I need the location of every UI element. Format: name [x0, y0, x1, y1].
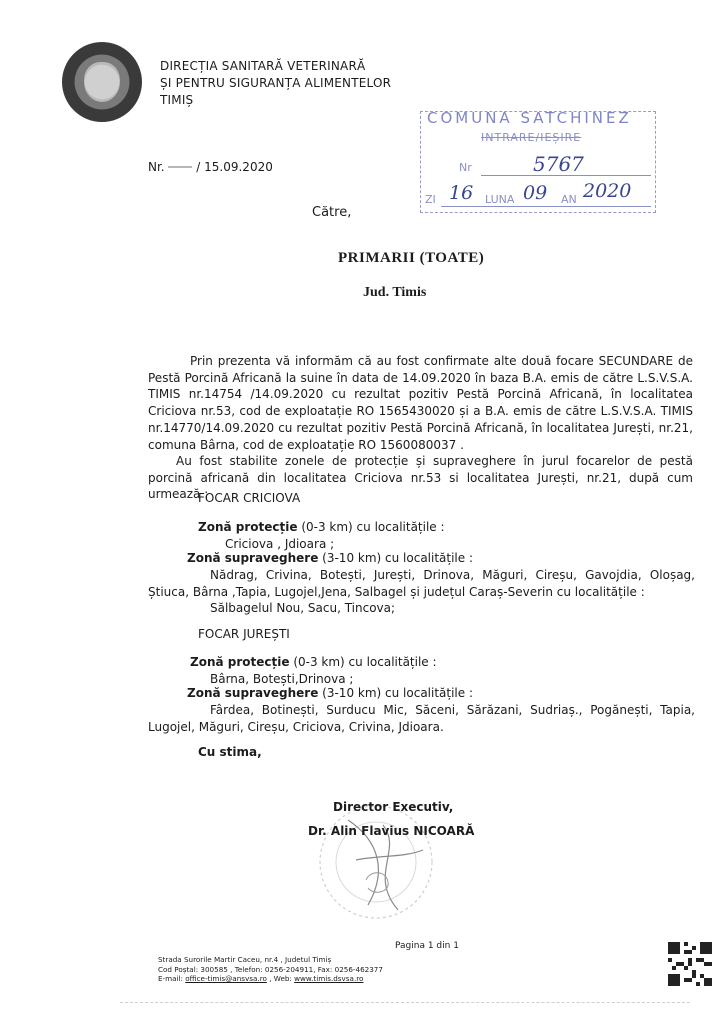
- stamp-zi-label: ZI: [425, 193, 436, 206]
- org-line-1: DIRECȚIA SANITARĂ VETERINARĂ: [160, 59, 366, 73]
- focar-criciova-title: FOCAR CRICIOVA: [198, 491, 301, 505]
- stamp-date-line: [441, 206, 651, 207]
- stamp-nr-value: 5767: [533, 152, 584, 176]
- document-number: [148, 160, 273, 174]
- focar-criciova-supraveghere: Zonă supraveghere (3-10 km) cu localitățile :: [187, 551, 474, 565]
- page-number: Pagina 1 din 1: [395, 941, 459, 951]
- closing-salutation: Cu stima,: [198, 745, 262, 759]
- focar-criciova-protectie: Zonă protecție (0-3 km) cu localitățile :: [198, 520, 445, 534]
- focar-criciova-protectie-localitati: Criciova , Jdioara ;: [225, 537, 335, 551]
- focar-juresti-title: FOCAR JUREȘTI: [198, 627, 290, 641]
- stamp-title: COMUNA SATCHINEZ: [427, 109, 632, 127]
- stamp-nr-label: Nr: [459, 161, 472, 174]
- stamp-an-label: AN: [561, 193, 577, 206]
- org-line-3: TIMIȘ: [160, 93, 194, 107]
- stamp-zi-value: 16: [449, 182, 474, 204]
- footer-phone: Cod Poștal: 300585 , Telefon: 0256-204911, Fax: 0256-462377: [158, 964, 383, 974]
- registration-stamp: [420, 111, 656, 213]
- focar-juresti-protectie: Zonă protecție (0-3 km) cu localitățile :: [190, 655, 437, 669]
- handwritten-number-mark: [168, 163, 192, 172]
- stamp-and-signature-graphic: [308, 800, 478, 930]
- focar-juresti-supraveghere-localitati: Fârdea, Botinești, Surducu Mic, Săceni, Sărăzani, Sudriaș., Pogănești, Tapia, Lugojel, Măguri, Cireșu, Criciova, Crivina, Jdioara.: [148, 703, 695, 734]
- focar-criciova-supraveghere-localitati-2: Sălbagelul Nou, Sacu, Tincova;: [210, 601, 396, 615]
- stamp-entry-label: INTRARE/IEȘIRE: [481, 131, 582, 144]
- organization-header: [160, 58, 391, 109]
- signature-block: [308, 800, 478, 930]
- signatory-name: Dr. Alin Flavius NICOARĂ: [308, 824, 475, 838]
- web-link[interactable]: www.timis.dsvsa.ro: [294, 974, 364, 983]
- stamp-luna-value: 09: [523, 182, 548, 204]
- signatory-title: Director Executiv,: [333, 800, 454, 814]
- focar-juresti-protectie-localitati: Bârna, Botești,Drinova ;: [210, 672, 354, 686]
- org-line-2: ȘI PENTRU SIGURANȚA ALIMENTELOR: [160, 76, 392, 90]
- qr-code-icon: [668, 942, 712, 986]
- footer-contact: [158, 955, 383, 984]
- doc-date: / 15.09.2020: [196, 160, 273, 174]
- stamp-luna-label: LUNA: [485, 193, 515, 206]
- stamp-an-value: 2020: [583, 180, 632, 202]
- paragraph-1: Prin prezenta vă informăm că au fost confirmate alte două focare SECUNDARE de Pestă Porcină Africană la suine în data de 14.09.2020 în baza B.A. emis de către L.S.V.S.A. TIMIS nr.14754 /14.09.2020 cu rezultat pozitiv Pestă Porcină Africană, în localitatea Criciova nr.53, cod de exploatație RO 1565430020 și a B.A. emis de către L.S.V.S.A. TIMIS nr.14770/14.09.2020 cu rezultat pozitiv Pestă Porcină Africană, în localitatea Jurești, nr.21, comuna Bârna, cod de exploatație RO 1560080037 .: [148, 354, 693, 452]
- doc-number-prefix: Nr.: [148, 160, 165, 174]
- footer-email-web: E-mail: office-timis@ansvsa.ro , Web: www.timis.dsvsa.ro: [158, 974, 364, 983]
- email-link[interactable]: office-timis@ansvsa.ro: [185, 974, 267, 983]
- focar-criciova-supraveghere-localitati: Nădrag, Crivina, Botești, Jurești, Drinova, Măguri, Cireșu, Gavojdia, Oloșag, Știuca, Bârna ,Tapia, Lugojel,Jena, Salbagel și județul Caraș-Severin cu localitățile :: [148, 568, 695, 599]
- coat-of-arms-seal: [62, 42, 142, 122]
- addressee-judet: Jud. Timis: [363, 285, 427, 300]
- focar-juresti-supraveghere: Zonă supraveghere (3-10 km) cu localitățile :: [187, 686, 474, 700]
- eagle-emblem-icon: [84, 62, 120, 102]
- footer-address: Strada Surorile Martir Caceu, nr.4 , Judetul Timiș: [158, 955, 332, 964]
- paragraph-2: Au fost stabilite zonele de protecție și supraveghere în jurul focarelor de pestă porcină africană din localitatea Criciova nr.53 si localitatea Jurești, nr.21, după cum urmează :: [148, 454, 693, 502]
- addressee-primarii: PRIMARII (TOATE): [338, 250, 485, 266]
- addressee-catre: Către,: [312, 205, 352, 220]
- footer-divider: [120, 1002, 690, 1003]
